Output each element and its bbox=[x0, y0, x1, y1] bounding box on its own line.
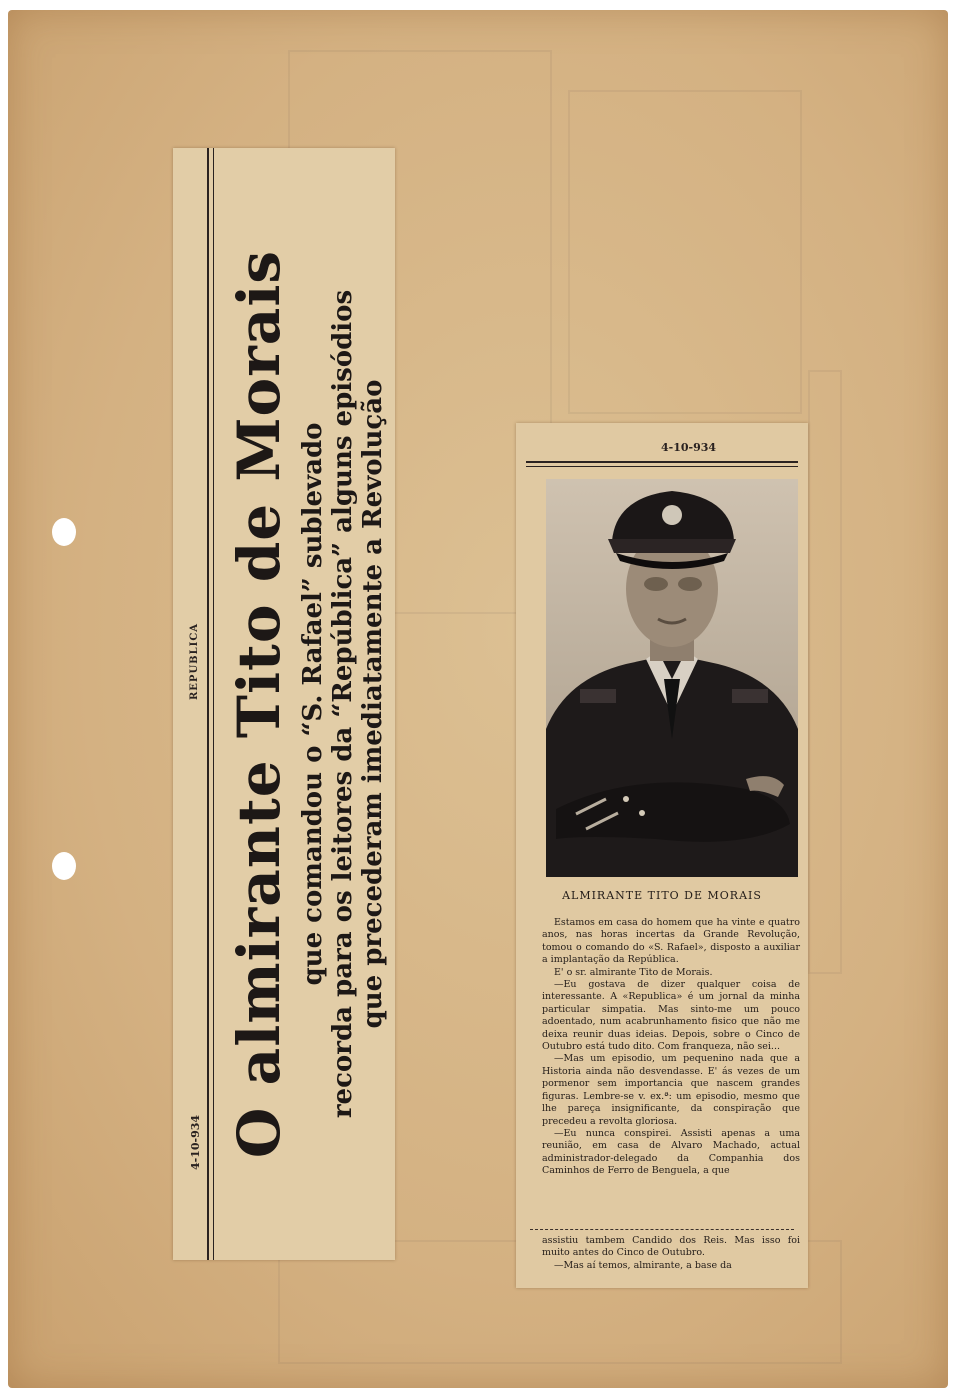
article-date: 4-10-934 bbox=[661, 441, 717, 454]
headline: O almirante Tito de Morais bbox=[225, 249, 293, 1159]
article-paragraph: Estamos em casa do homem que ha vinte e quatro anos, nas horas incertas da Grande Revolução, tomou o comando do «S. Rafael», disposto a auxiliar a implantação da República. bbox=[542, 917, 800, 966]
article-paragraph: —Eu gostava de dizer qualquer coisa de interessante. A «Republica» é um jornal da minha particular simpatia. Mas sinto-me um pouco adoentado, num acabrunhamento fisico que não me deixa reunir duas ideias. Depois, sobre o Cinco de Outubro está tudo dito. Com franqueza, não sei... bbox=[542, 979, 800, 1053]
subheadline-line-3: que precederam imediatamente a Revolução bbox=[358, 379, 388, 1029]
article-paragraph: assistiu tambem Candido dos Reis. Mas isso foi muito antes do Cinco de Outubro. bbox=[542, 1235, 800, 1259]
admiral-portrait-photo bbox=[546, 479, 798, 877]
clipping-date: 4-10-934 bbox=[189, 1114, 202, 1170]
masthead-rule bbox=[207, 148, 209, 1260]
clipping-join bbox=[530, 1229, 794, 1230]
article-paragraph: —Mas um episodio, um pequenino nada que a Historia ainda não desvendasse. E' ás vezes de um pormenor sem importancia que nascem grandes figuras. Lembre-se v. ex.ª: um episodio, mesmo que lhe pareça insignificante, da conspiração que precedeu a revolta gloriosa. bbox=[542, 1053, 800, 1127]
portrait-illustration bbox=[546, 479, 798, 877]
binder-hole-bottom bbox=[52, 852, 76, 880]
headline-rotated bbox=[173, 148, 395, 1260]
article-paragraph: E' o sr. almirante Tito de Morais. bbox=[554, 966, 713, 978]
article-rule bbox=[526, 461, 798, 463]
show-through-print bbox=[808, 370, 842, 974]
article-paragraph: —Eu nunca conspirei. Assisti apenas a uma reunião, em casa de Alvaro Machado, actual administrador-delegado da Companhia dos Caminhos de Ferro de Benguela, a que bbox=[542, 1127, 800, 1177]
subheadline-line-2: recorda para os leitores da “República” alguns episódios bbox=[328, 289, 358, 1119]
binder-hole-top bbox=[52, 518, 76, 546]
photo-caption: ALMIRANTE TITO DE MORAIS bbox=[562, 889, 762, 902]
subheadline-line-1: que comandou o “S. Rafael” sublevado bbox=[298, 422, 328, 986]
article-continuation bbox=[542, 1235, 800, 1272]
article-rule-thin bbox=[526, 466, 798, 467]
scrapbook-page bbox=[8, 10, 948, 1388]
headline-clipping bbox=[173, 148, 395, 1260]
article-body bbox=[542, 917, 800, 1178]
newspaper-name: REPUBLICA bbox=[189, 622, 200, 700]
masthead-rule-thin bbox=[213, 148, 214, 1260]
article-clipping bbox=[516, 423, 808, 1288]
show-through-print bbox=[568, 90, 802, 414]
article-paragraph: —Mas aí temos, almirante, a base da bbox=[554, 1259, 732, 1271]
